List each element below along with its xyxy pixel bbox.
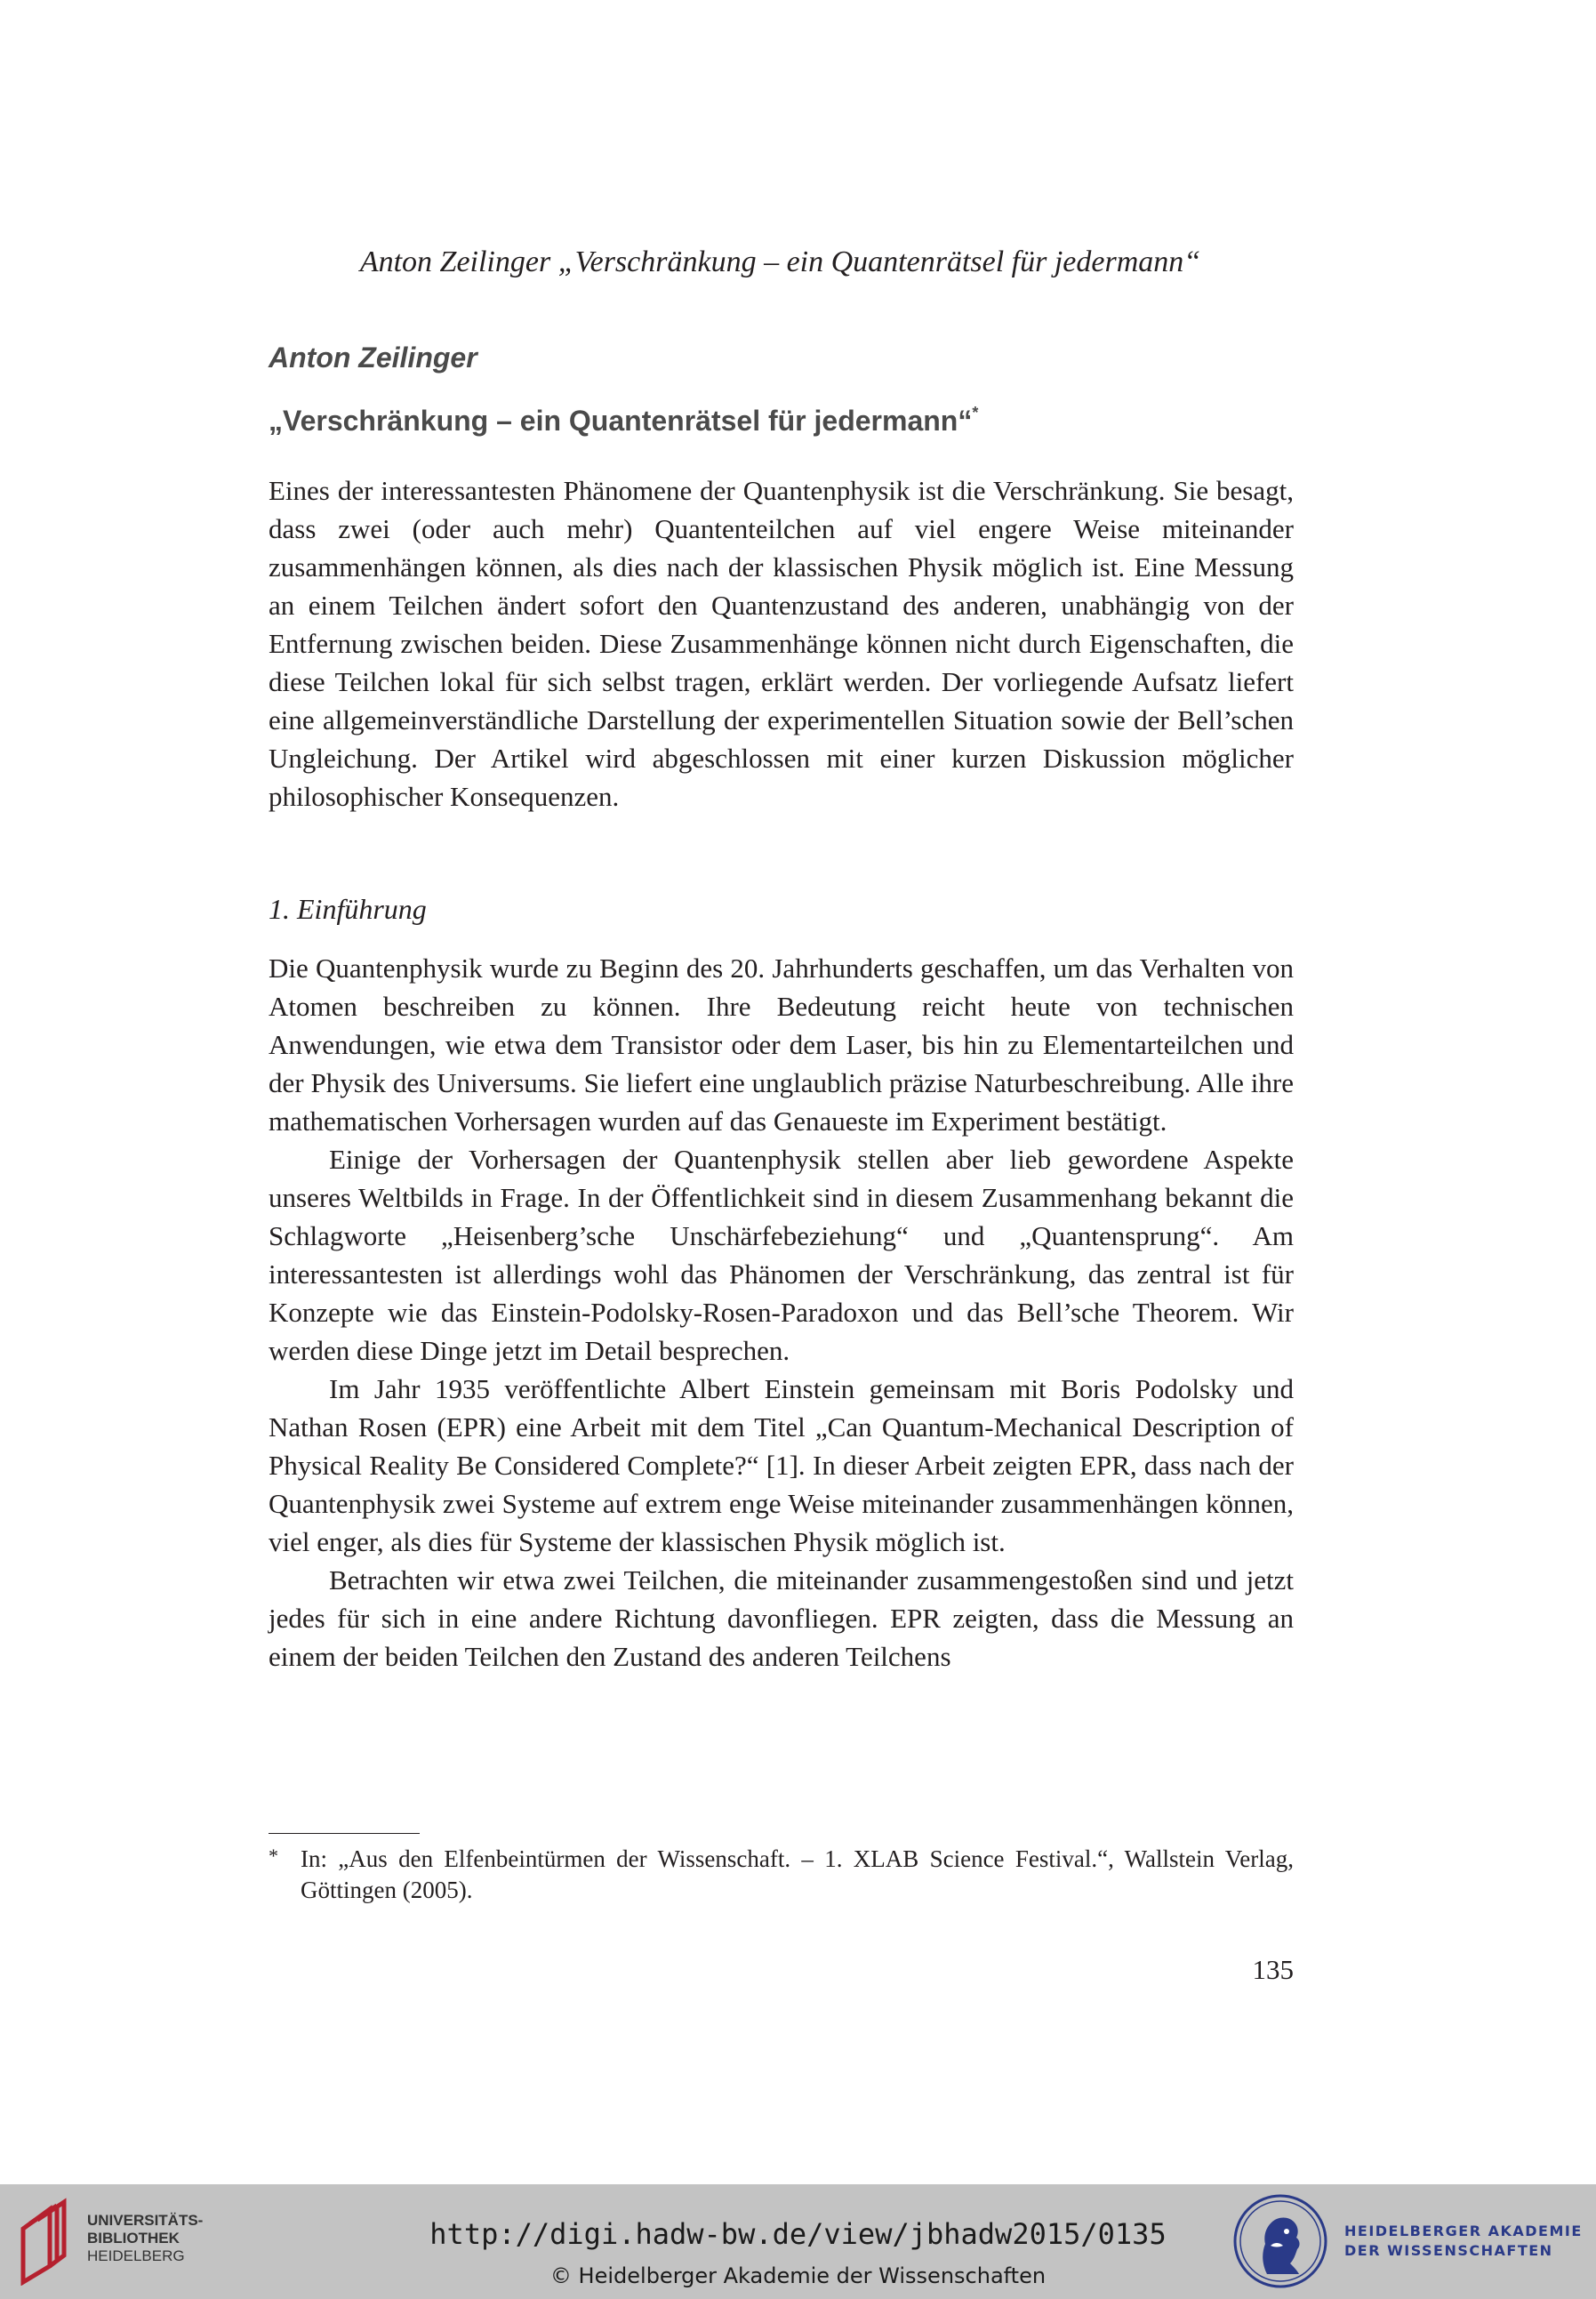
academy-name-line-1: HEIDELBERGER AKADEMIE <box>1344 2223 1583 2239</box>
body-paragraph-3: Im Jahr 1935 veröffentlichte Albert Einstein gemeinsam mit Boris Podolsky und Nathan Rosen (EPR) eine Arbeit mit dem Titel „Can Quantum-Mechanical Description of Physical Reality Be Considered Complete?“ [1]. In dieser Arbeit zeigten EPR, dass nach der Quantenphysik zwei Systeme auf extrem enge Weise miteinander zusammenhängen können, viel enger, als dies für Systeme der klassischen Physik möglich ist. <box>269 1373 1294 1557</box>
section-heading: 1. Einführung <box>269 893 427 925</box>
body-text <box>269 949 1294 1676</box>
academy-name[interactable] <box>1344 2222 1583 2261</box>
library-name-line-3: HEIDELBERG <box>87 2247 185 2264</box>
academy-name-line-2: DER WISSENSCHAFTEN <box>1344 2242 1553 2259</box>
article-title-text: „Verschränkung – ein Quantenrätsel für jedermann“ <box>269 405 973 437</box>
footnote-mark: * <box>269 1845 278 1867</box>
library-name-line-2: BIBLIOTHEK <box>87 2230 180 2247</box>
title-footnote-mark: * <box>972 404 979 422</box>
page-number: 135 <box>1252 1954 1294 1985</box>
permalink-url[interactable]: http://digi.hadw-bw.de/view/jbhadw2015/0135 <box>429 2217 1167 2251</box>
library-name-line-1: UNIVERSITÄTS- <box>87 2212 204 2229</box>
copyright-notice: © Heidelberger Akademie der Wissenschaften <box>549 2263 1047 2288</box>
body-paragraph-2: Einige der Vorhersagen der Quantenphysik stellen aber lieb gewordene Aspekte unseres Weltbilds in Frage. In der Öffentlichkeit sind in diesem Zusammenhang bekannt die Schlagworte „Heisenberg’sche Unschärfebeziehung“ und „Quantensprung“. Am interessantesten ist allerdings wohl das Phänomen der Verschränkung, das zentral ist für Konzepte wie das Einstein-Podolsky-Rosen-Paradoxon und das Bell’sche Theorem. Wir werden diese Dinge jetzt im Detail besprechen. <box>269 1144 1294 1366</box>
running-head: Anton Zeilinger „Verschränkung – ein Quantenrätsel für jedermann“ <box>359 245 1201 278</box>
academy-seal-icon[interactable] <box>1231 2192 1329 2290</box>
body-paragraph-1: Die Quantenphysik wurde zu Beginn des 20. Jahrhunderts geschaffen, um das Verhalten von Atomen beschreiben zu können. Ihre Bedeutung reicht heute von technischen Anwendungen, wie etwa dem Transistor oder dem Laser, bis hin zu Elementarteilchen und der Physik des Universums. Sie liefert eine unglaublich präzise Naturbeschreibung. Alle ihre mathematischen Vorhersagen wurden auf das Genaueste im Experiment bestätigt. <box>269 953 1294 1137</box>
footnote-text: In: „Aus den Elfenbeintürmen der Wissenschaft. – 1. XLAB Science Festival.“, Wallstein Verlag, Göttingen (2005). <box>301 1845 1294 1903</box>
footnote-divider <box>269 1833 420 1834</box>
abstract-paragraph: Eines der interessantesten Phänomene der Quantenphysik ist die Verschränkung. Sie besagt, dass zwei (oder auch mehr) Quantenteilchen auf viel engere Weise miteinander zusammenhängen können, als dies nach der klassischen Physik möglich ist. Eine Messung an einem Teilchen ändert sofort den Quantenzustand des anderen, unabhängig von der Entfernung zwischen beiden. Diese Zusammenhänge können nicht durch Eigenschaften, die diese Teilchen lokal für sich selbst tragen, erklärt werden. Der vorliegende Aufsatz liefert eine allgemeinverständliche Darstellung der experimentellen Situation sowie der Bell’schen Ungleichung. Der Artikel wird abgeschlossen mit einer kurzen Diskussion möglicher philosophischer Konsequenzen. <box>269 475 1294 812</box>
article-author: Anton Zeilinger <box>269 342 477 374</box>
article-title <box>269 393 978 440</box>
footnote <box>269 1844 1294 1906</box>
footer-bar <box>0 2184 1596 2299</box>
abstract <box>269 471 1294 816</box>
body-paragraph-4: Betrachten wir etwa zwei Teilchen, die miteinander zusammengestoßen sind und jetzt jedes für sich in eine andere Richtung davonfliegen. EPR zeigten, dass die Messung an einem der beiden Teilchen den Zustand des anderen Teilchens <box>269 1564 1294 1672</box>
